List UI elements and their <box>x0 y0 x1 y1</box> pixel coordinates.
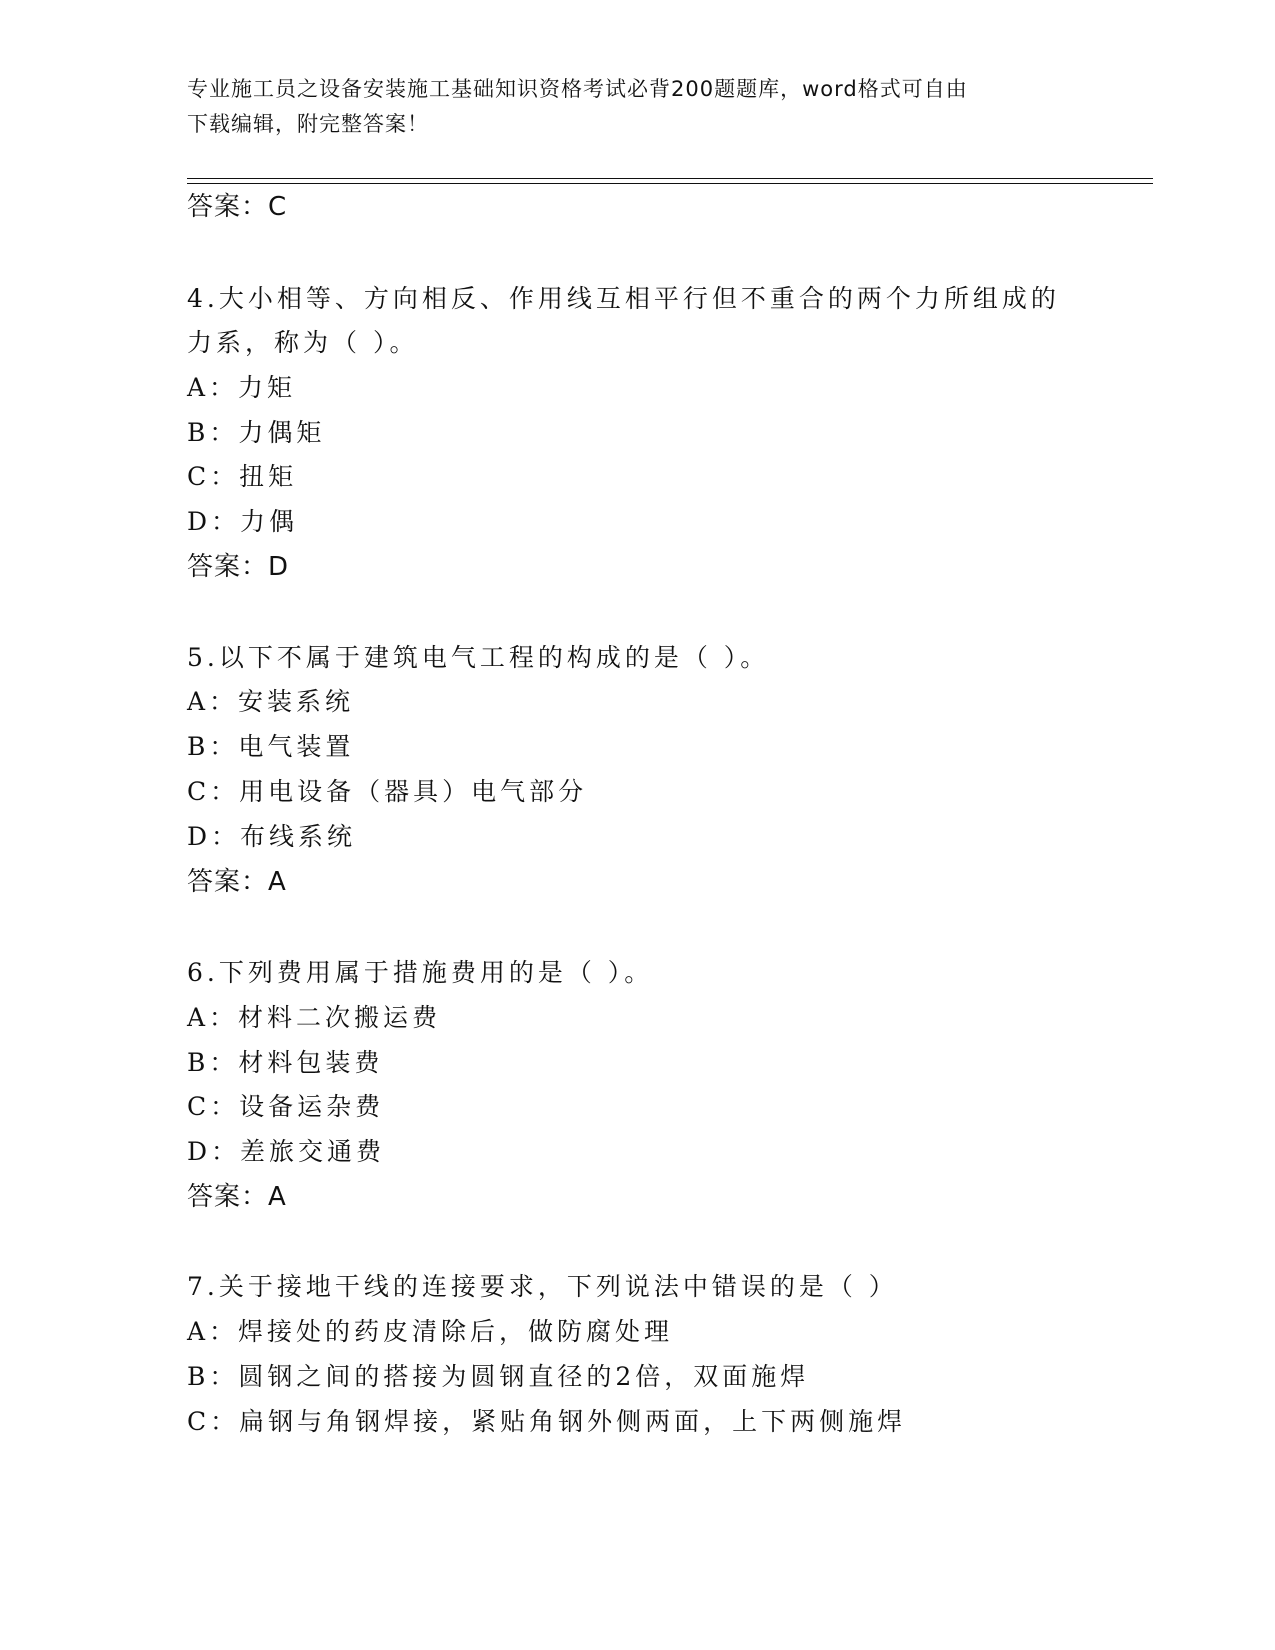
question-7-option-b: B：圆钢之间的搭接为圆钢直径的2倍，双面施焊 <box>187 1362 810 1391</box>
question-4-stem-line-2: 力系，称为（ ）。 <box>187 328 419 357</box>
document-header <box>187 72 1067 142</box>
question-4-option-c: C：扭矩 <box>187 462 298 491</box>
question-5-stem: 5.以下不属于建筑电气工程的构成的是（ ）。 <box>187 643 770 672</box>
question-6-option-a: A：材料二次搬运费 <box>187 1003 442 1032</box>
question-6-option-d: D：差旅交通费 <box>187 1137 386 1166</box>
question-6-stem: 6.下列费用属于措施费用的是（ ）。 <box>187 958 654 987</box>
question-5-option-a: A：安装系统 <box>187 687 355 716</box>
question-4-answer: 答案：D <box>187 552 290 582</box>
header-line-2: 下载编辑，附完整答案！ <box>187 112 429 136</box>
question-6-answer: 答案：A <box>187 1182 287 1212</box>
question-7-stem: 7.关于接地干线的连接要求，下列说法中错误的是（ ） <box>187 1272 898 1301</box>
question-4-option-a: A：力矩 <box>187 373 297 402</box>
header-divider-top <box>187 178 1153 179</box>
question-7-option-c: C：扁钢与角钢焊接，紧贴角钢外侧两面，上下两侧施焊 <box>187 1407 907 1436</box>
question-6-option-c: C：设备运杂费 <box>187 1092 385 1121</box>
question-4-option-b: B：力偶矩 <box>187 418 326 447</box>
question-5-option-b: B：电气装置 <box>187 732 355 761</box>
previous-answer: 答案：C <box>187 192 288 222</box>
header-divider-bottom <box>187 183 1153 184</box>
question-6-option-b: B：材料包装费 <box>187 1048 384 1077</box>
question-5-answer: 答案：A <box>187 867 287 897</box>
question-4-stem-line-1: 4.大小相等、方向相反、作用线互相平行但不重合的两个力所组成的 <box>187 284 1060 313</box>
header-line-1: 专业施工员之设备安装施工基础知识资格考试必背200题题库，word格式可自由 <box>187 77 968 101</box>
question-7-option-a: A：焊接处的药皮清除后，做防腐处理 <box>187 1317 674 1346</box>
question-5-option-c: C：用电设备（器具）电气部分 <box>187 777 588 806</box>
question-4-option-d: D：力偶 <box>187 507 299 536</box>
question-5-option-d: D：布线系统 <box>187 822 357 851</box>
